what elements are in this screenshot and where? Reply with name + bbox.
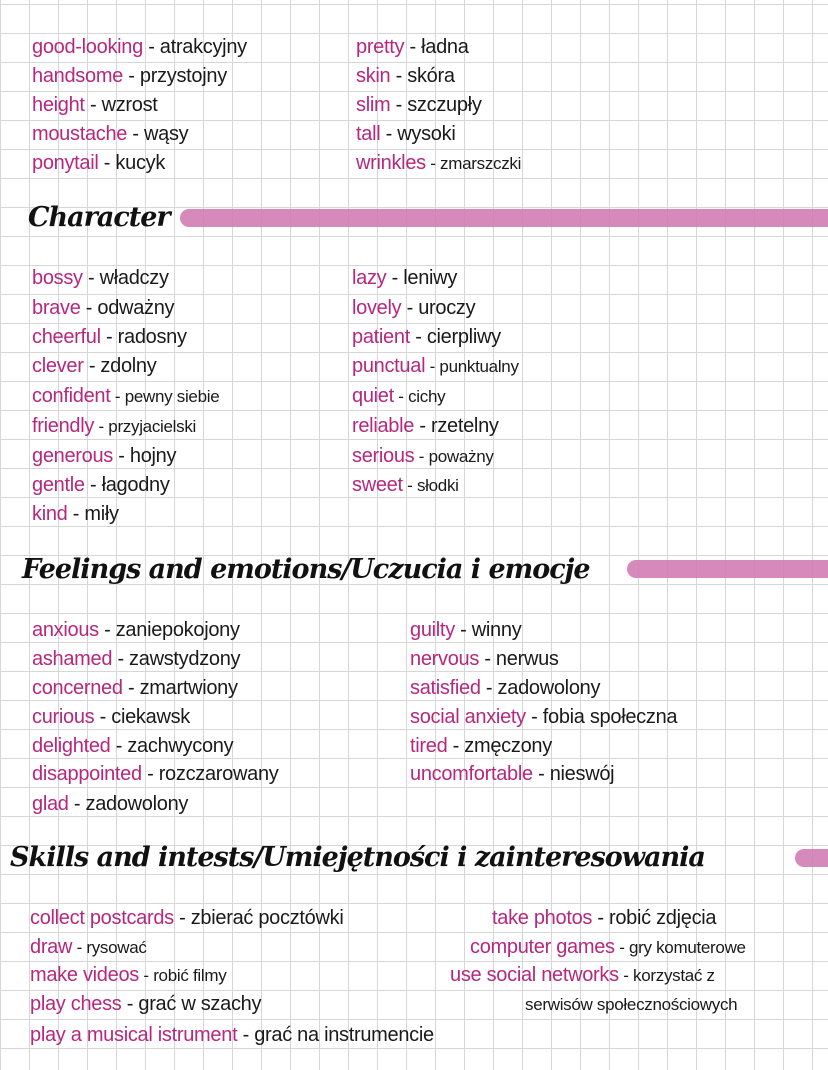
vocab-entry <box>32 676 238 700</box>
vocab-entry <box>356 93 482 117</box>
polish-translation: - rzetelny <box>414 415 499 437</box>
polish-translation: - zawstydzony <box>112 648 241 670</box>
vocab-entry <box>450 963 715 988</box>
polish-translation: - pewny siebie <box>110 387 220 406</box>
english-term: concerned <box>32 677 123 699</box>
english-term: lovely <box>352 297 402 319</box>
polish-translation: - grać w szachy <box>121 993 262 1015</box>
vocab-entry <box>32 93 158 117</box>
english-term: serious <box>352 445 415 467</box>
polish-translation: - zmęczony <box>447 735 552 757</box>
vocab-entry <box>32 705 190 729</box>
vocab-entry <box>492 906 716 930</box>
polish-translation: - władczy <box>82 267 169 289</box>
english-term: nervous <box>410 648 480 670</box>
vocab-entry <box>32 64 227 88</box>
polish-translation: - zaniepokojony <box>98 619 240 641</box>
english-term: satisfied <box>410 677 481 699</box>
english-term: tall <box>356 123 381 145</box>
english-term: play chess <box>30 993 122 1015</box>
vocab-entry <box>32 762 278 786</box>
english-term: brave <box>32 297 81 319</box>
polish-translation: - korzystać z <box>618 966 715 985</box>
polish-translation: - cichy <box>393 387 446 406</box>
polish-translation: - słodki <box>402 476 459 495</box>
vocab-entry <box>32 296 174 320</box>
polish-translation: - rozczarowany <box>141 763 279 785</box>
english-term: generous <box>32 445 113 467</box>
section-heading-skills: Skills and intests/Umiejętności i zainteresowania <box>10 842 705 873</box>
polish-translation: - radosny <box>100 326 187 348</box>
vocab-entry <box>30 963 226 988</box>
polish-translation: - przystojny <box>123 65 227 87</box>
english-term: quiet <box>352 385 394 407</box>
vocab-entry <box>356 122 455 146</box>
heading-bar <box>627 560 828 578</box>
english-term: slim <box>356 94 391 116</box>
polish-translation: - wąsy <box>127 123 189 145</box>
polish-translation: - hojny <box>113 445 177 467</box>
english-term: patient <box>352 326 410 348</box>
polish-translation: - gry komuterowe <box>614 938 746 957</box>
vocab-entry <box>32 734 233 758</box>
english-term: guilty <box>410 619 455 641</box>
vocab-entry <box>32 151 165 175</box>
vocab-entry <box>32 384 219 409</box>
english-term: use social networks <box>450 964 619 986</box>
vocab-entry <box>410 734 552 758</box>
polish-translation: - fobia społeczna <box>525 706 678 728</box>
polish-translation: - miły <box>67 503 119 525</box>
vocab-entry <box>32 122 188 146</box>
english-term: bossy <box>32 267 83 289</box>
english-term: confident <box>32 385 111 407</box>
polish-translation: - kucyk <box>98 152 166 174</box>
vocab-entry <box>32 266 169 290</box>
polish-translation: - łagodny <box>84 474 170 496</box>
english-term: computer games <box>470 936 615 958</box>
english-term: ponytail <box>32 152 99 174</box>
vocab-entry <box>32 354 156 378</box>
polish-translation: - zmarszczki <box>425 154 522 173</box>
section-heading-character: Character <box>28 202 170 233</box>
polish-translation: - szczupły <box>390 94 482 116</box>
english-term: skin <box>356 65 391 87</box>
english-term: make videos <box>30 964 139 986</box>
vocab-entry <box>352 384 445 409</box>
polish-translation: - nieswój <box>532 763 615 785</box>
vocab-entry <box>32 473 170 497</box>
polish-translation: - rysować <box>72 938 147 957</box>
polish-translation: - ciekawsk <box>94 706 190 728</box>
english-term: friendly <box>32 415 95 437</box>
polish-translation: - przyjacielski <box>94 417 197 436</box>
english-term: collect postcards <box>30 907 174 929</box>
vocab-entry <box>352 354 519 379</box>
polish-translation: - robić zdjęcia <box>592 907 717 929</box>
polish-translation: - punktualny <box>425 357 519 376</box>
vocab-entry <box>410 647 559 671</box>
vocab-entry <box>30 1023 434 1047</box>
vocab-entry <box>352 296 475 320</box>
vocab-entry <box>356 64 455 88</box>
english-term: cheerful <box>32 326 101 348</box>
english-term: height <box>32 94 85 116</box>
english-term: uncomfortable <box>410 763 533 785</box>
english-term: sweet <box>352 474 403 496</box>
english-term: handsome <box>32 65 123 87</box>
polish-translation: - wysoki <box>380 123 456 145</box>
polish-translation: - odważny <box>80 297 175 319</box>
english-term: lazy <box>352 267 387 289</box>
polish-translation: - grać na instrumencie <box>237 1024 434 1046</box>
vocab-entry <box>352 325 501 349</box>
english-term: kind <box>32 503 68 525</box>
section-heading-feelings: Feelings and emotions/Uczucia i emocje <box>22 554 590 585</box>
polish-translation-continuation: serwisów społecznościowych <box>525 995 738 1014</box>
polish-translation: - winny <box>454 619 522 641</box>
english-term: delighted <box>32 735 111 757</box>
vocab-entry <box>32 502 119 526</box>
polish-translation: - zdolny <box>83 355 157 377</box>
english-term: anxious <box>32 619 99 641</box>
polish-translation: - poważny <box>414 447 494 466</box>
polish-translation: - wzrost <box>84 94 158 116</box>
vocab-entry <box>32 414 196 439</box>
vocab-entry <box>30 992 261 1016</box>
polish-translation: - zachwycony <box>110 735 234 757</box>
english-term: moustache <box>32 123 128 145</box>
vocab-entry <box>32 647 240 671</box>
english-term: clever <box>32 355 84 377</box>
english-term: wrinkles <box>356 152 426 174</box>
vocab-entry <box>352 444 494 469</box>
english-term: ashamed <box>32 648 113 670</box>
polish-translation: - zmartwiony <box>122 677 238 699</box>
polish-translation: - zadowolony <box>68 793 189 815</box>
english-term: reliable <box>352 415 415 437</box>
vocab-entry <box>30 935 147 960</box>
english-term: take photos <box>492 907 593 929</box>
english-term: punctual <box>352 355 426 377</box>
vocab-entry <box>32 325 187 349</box>
english-term: gentle <box>32 474 85 496</box>
english-term: glad <box>32 793 69 815</box>
vocab-entry <box>410 676 600 700</box>
polish-translation: - robić filmy <box>138 966 227 985</box>
vocab-entry <box>410 705 677 729</box>
english-term: disappointed <box>32 763 142 785</box>
polish-translation: - leniwy <box>386 267 458 289</box>
polish-translation: - cierpliwy <box>409 326 501 348</box>
polish-translation: - atrakcyjny <box>142 36 247 58</box>
english-term: pretty <box>356 36 405 58</box>
english-term: good-looking <box>32 36 143 58</box>
polish-translation: - skóra <box>390 65 455 87</box>
english-term: draw <box>30 936 73 958</box>
vocab-entry <box>352 414 499 438</box>
vocab-entry <box>356 151 521 176</box>
polish-translation: - nerwus <box>479 648 559 670</box>
vocab-entry <box>410 618 521 642</box>
english-term: curious <box>32 706 95 728</box>
vocab-entry <box>356 35 469 59</box>
english-term: play a musical istrument <box>30 1024 238 1046</box>
vocab-entry <box>352 473 459 498</box>
vocab-entry <box>32 35 247 59</box>
polish-translation: - ładna <box>404 36 469 58</box>
english-term: social anxiety <box>410 706 526 728</box>
vocab-entry <box>352 266 457 290</box>
vocab-entry <box>30 906 343 930</box>
vocab-entry <box>32 792 188 816</box>
heading-bar <box>795 849 828 867</box>
polish-translation: - uroczy <box>401 297 476 319</box>
vocab-entry <box>32 618 240 642</box>
vocab-entry <box>32 444 176 468</box>
english-term: tired <box>410 735 448 757</box>
vocab-entry <box>410 762 614 786</box>
polish-translation: - zbierać pocztówki <box>173 907 344 929</box>
vocab-entry <box>470 935 746 960</box>
polish-translation: - zadowolony <box>480 677 601 699</box>
heading-bar <box>180 209 828 227</box>
